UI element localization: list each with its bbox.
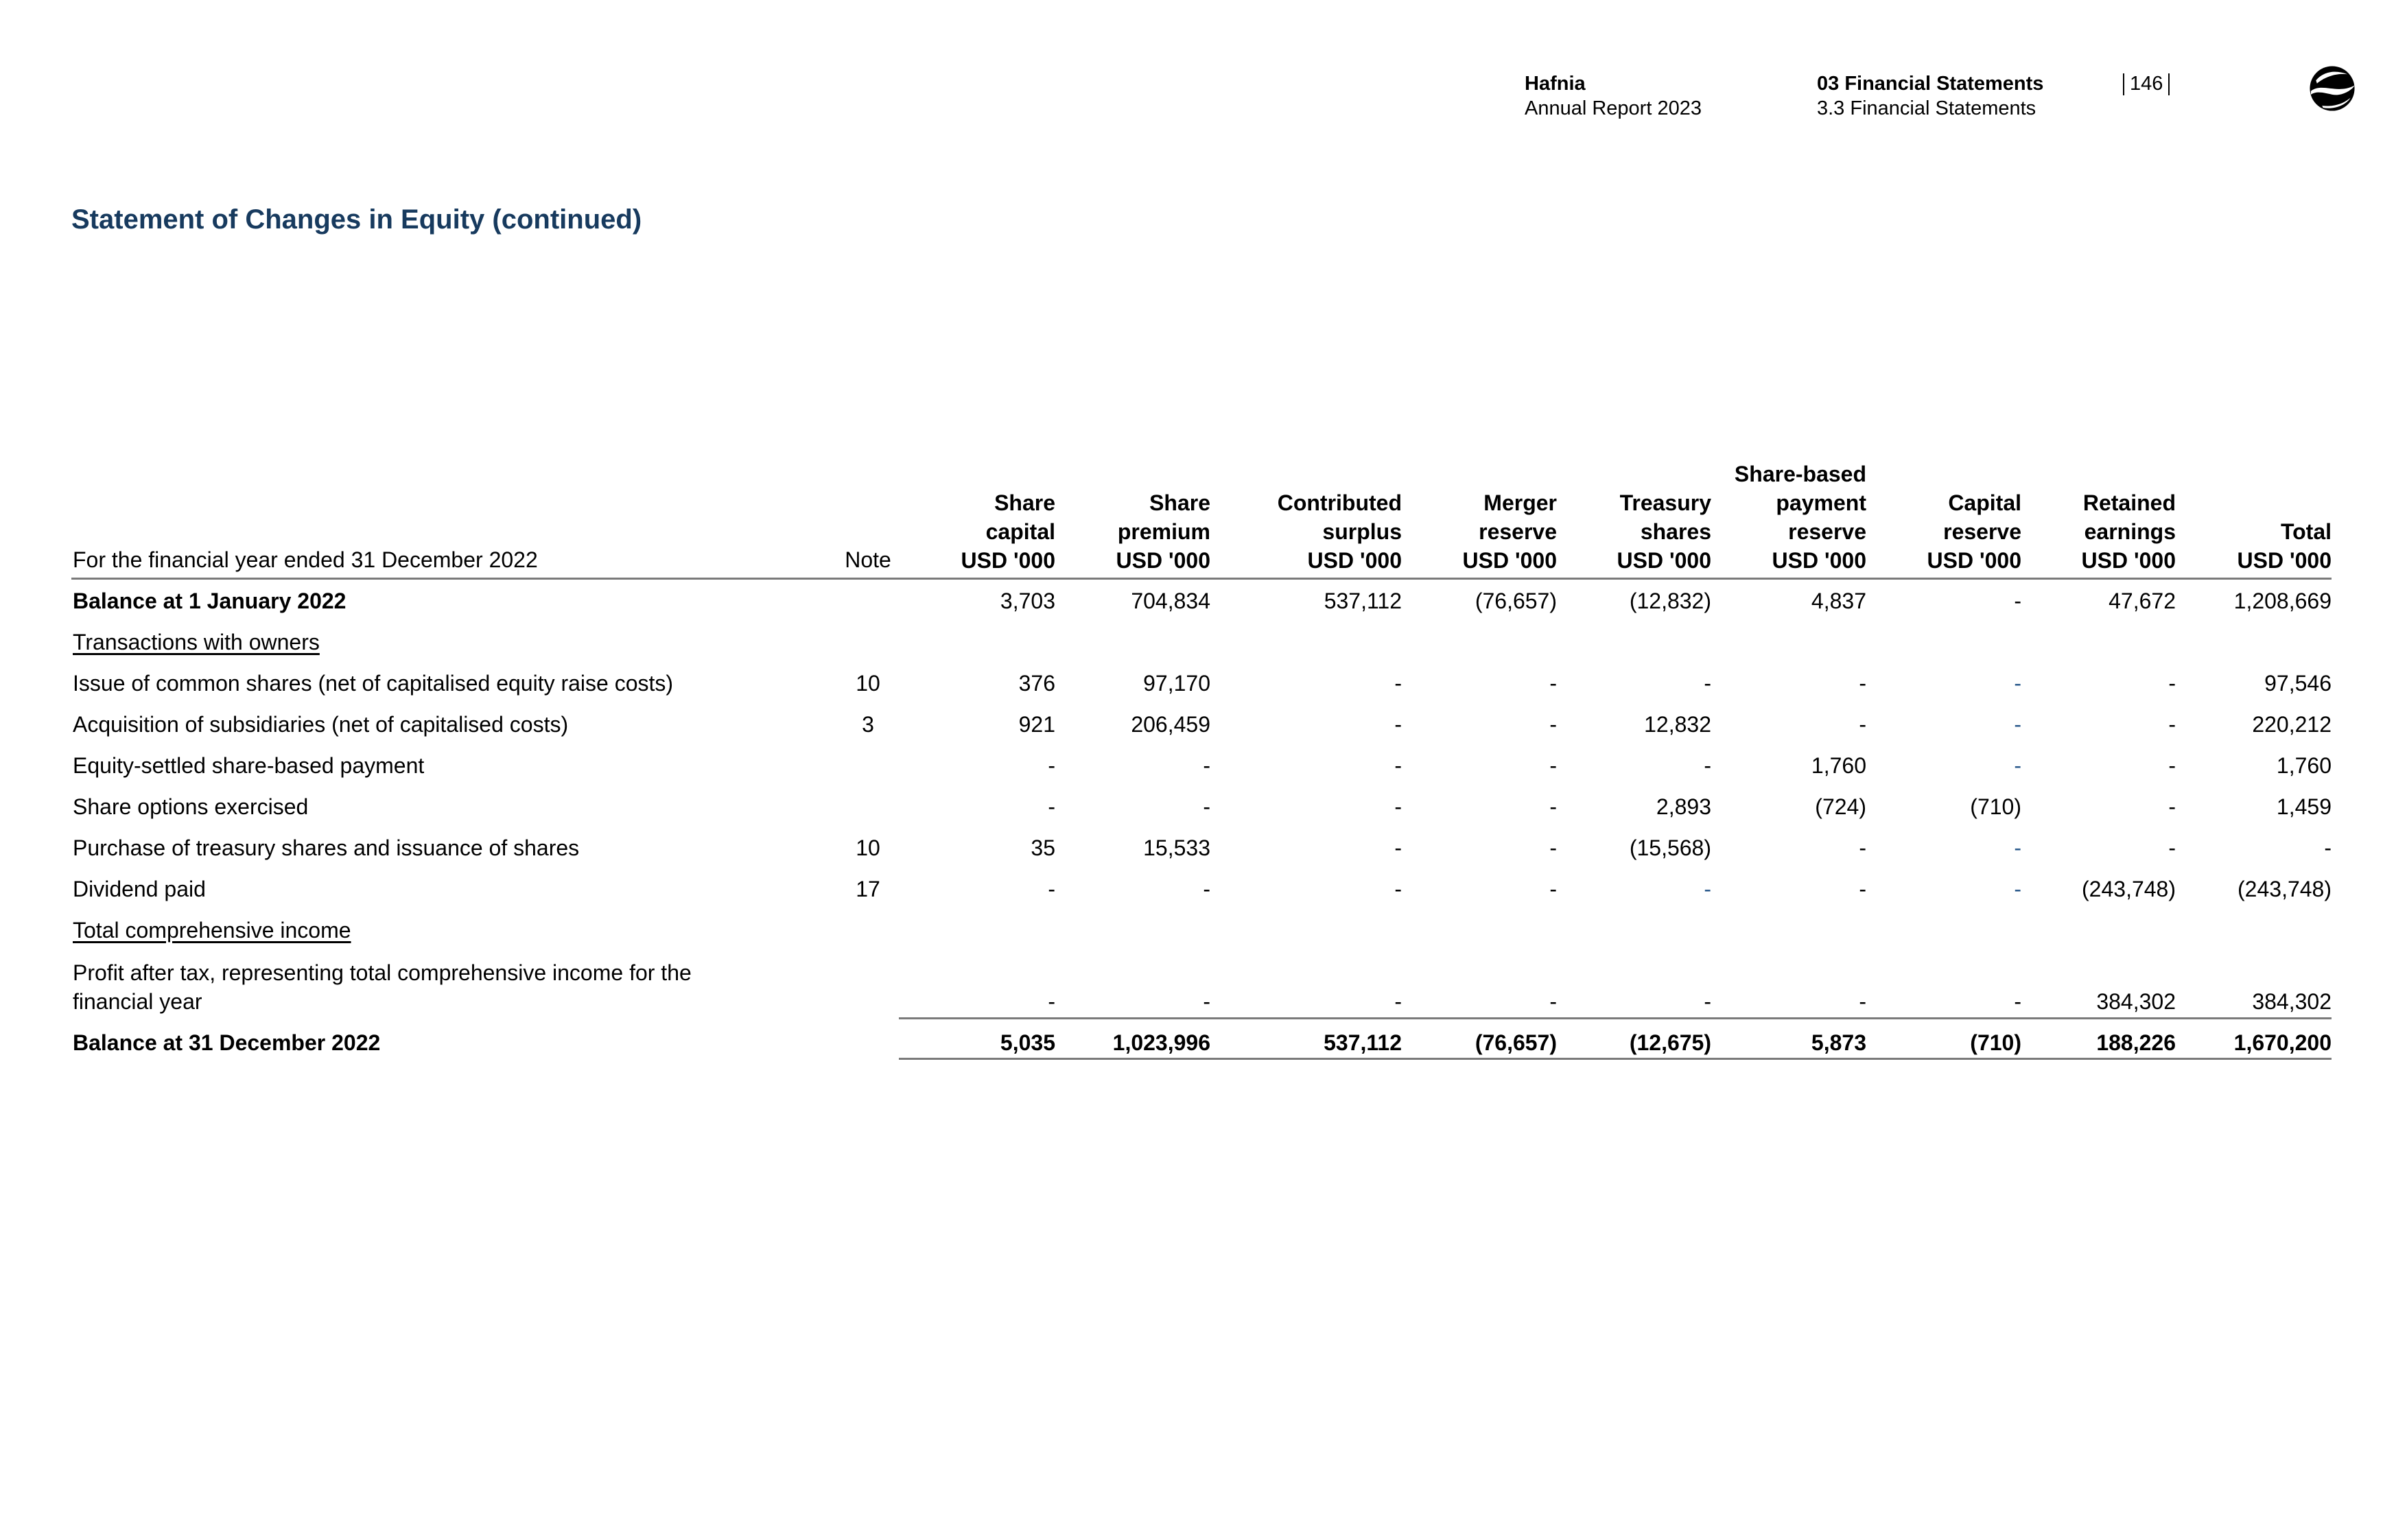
cell-contributed-surplus: - — [1394, 836, 1402, 860]
cell-treasury-shares: (15,568) — [1629, 836, 1711, 860]
cell-merger-reserve: - — [1549, 753, 1557, 778]
total-rule — [899, 1058, 2332, 1060]
cell-share-capital: - — [1048, 753, 1055, 778]
row-label: Share options exercised — [73, 794, 309, 819]
cell-treasury-shares: 2,893 — [1656, 794, 1711, 819]
cell-capital-reserve: - — [2014, 712, 2021, 737]
row-note: 10 — [856, 836, 880, 860]
cell-merger-reserve: - — [1549, 989, 1557, 1014]
cell-merger-reserve: (76,657) — [1475, 1030, 1557, 1055]
cell-total: (243,748) — [2238, 877, 2332, 901]
row-label: Balance at 1 January 2022 — [73, 589, 347, 613]
row-label-line2: financial year — [73, 989, 202, 1014]
cell-share-premium: 206,459 — [1131, 712, 1210, 737]
cell-treasury-shares: (12,832) — [1629, 589, 1711, 613]
cell-capital-reserve: - — [2014, 753, 2021, 778]
cell-treasury-shares: - — [1704, 753, 1711, 778]
row-note: 10 — [856, 671, 880, 696]
cell-share-premium: 1,023,996 — [1112, 1030, 1210, 1055]
cell-share-capital: - — [1048, 989, 1055, 1014]
row-label-line1: Profit after tax, representing total comprehensive income for the — [73, 960, 692, 985]
cell-retained-earnings: - — [2168, 836, 2176, 860]
cell-treasury-shares: (12,675) — [1629, 1030, 1711, 1055]
section-label-total-comprehensive-income: Total comprehensive income — [73, 918, 351, 943]
col-header-treasury-shares: Treasury shares USD '000 — [1617, 490, 1711, 573]
cell-share-capital: 376 — [1018, 671, 1055, 696]
cell-share-based-payment-reserve: - — [1859, 836, 1866, 860]
col-header-merger-reserve: Merger reserve USD '000 — [1462, 490, 1557, 573]
cell-capital-reserve: - — [2014, 877, 2021, 901]
cell-total: 97,546 — [2264, 671, 2332, 696]
cell-total: 1,208,669 — [2233, 589, 2332, 613]
cell-contributed-surplus: - — [1394, 989, 1402, 1014]
cell-share-based-payment-reserve: 5,873 — [1811, 1030, 1866, 1055]
cell-share-premium: - — [1203, 794, 1210, 819]
cell-share-based-payment-reserve: (724) — [1815, 794, 1866, 819]
subtotal-rule — [899, 1017, 2332, 1019]
cell-share-capital: 921 — [1018, 712, 1055, 737]
cell-contributed-surplus: - — [1394, 671, 1402, 696]
cell-share-based-payment-reserve: - — [1859, 712, 1866, 737]
row-note: 3 — [862, 712, 874, 737]
row-label: Equity-settled share-based payment — [73, 753, 425, 778]
cell-contributed-surplus: 537,112 — [1324, 589, 1402, 613]
col-header-share-based-payment-reserve: Share-based payment reserve USD '000 — [1734, 462, 1866, 573]
report-name: Annual Report 2023 — [1525, 97, 1702, 119]
cell-retained-earnings: - — [2168, 753, 2176, 778]
row-label: Dividend paid — [73, 877, 206, 901]
cell-retained-earnings: 384,302 — [2096, 989, 2176, 1014]
cell-merger-reserve: (76,657) — [1475, 589, 1557, 613]
cell-retained-earnings: - — [2168, 712, 2176, 737]
cell-contributed-surplus: - — [1394, 712, 1402, 737]
company-name: Hafnia — [1525, 73, 1586, 95]
cell-share-capital: 5,035 — [1000, 1030, 1055, 1055]
cell-total: 220,212 — [2252, 712, 2332, 737]
cell-merger-reserve: - — [1549, 712, 1557, 737]
cell-total: - — [2324, 836, 2332, 860]
cell-capital-reserve: - — [2014, 836, 2021, 860]
cell-retained-earnings: - — [2168, 794, 2176, 819]
cell-retained-earnings: - — [2168, 671, 2176, 696]
cell-share-premium: - — [1203, 877, 1210, 901]
cell-contributed-surplus: 537,112 — [1324, 1030, 1402, 1055]
cell-capital-reserve: (710) — [1970, 1030, 2021, 1055]
note-header: Note — [845, 547, 891, 572]
col-header-share-premium: Share premium USD '000 — [1116, 490, 1210, 573]
row-note: 17 — [856, 877, 880, 901]
period-label: For the financial year ended 31 December 2022 — [73, 547, 538, 572]
cell-treasury-shares: - — [1704, 989, 1711, 1014]
col-header-total: Total USD '000 — [2237, 519, 2332, 573]
col-header-retained-earnings: Retained earnings USD '000 — [2081, 490, 2176, 573]
row-label: Purchase of treasury shares and issuance of shares — [73, 836, 580, 860]
cell-merger-reserve: - — [1549, 794, 1557, 819]
cell-retained-earnings: 47,672 — [2109, 589, 2176, 613]
cell-share-premium: 704,834 — [1131, 589, 1210, 613]
cell-share-based-payment-reserve: - — [1859, 877, 1866, 901]
cell-contributed-surplus: - — [1394, 753, 1402, 778]
cell-share-capital: - — [1048, 877, 1055, 901]
cell-share-premium: - — [1203, 989, 1210, 1014]
cell-capital-reserve: - — [2014, 671, 2021, 696]
cell-total: 1,459 — [2276, 794, 2332, 819]
cell-treasury-shares: - — [1704, 877, 1711, 901]
cell-total: 384,302 — [2252, 989, 2332, 1014]
section-name: 03 Financial Statements — [1817, 73, 2044, 95]
col-header-capital-reserve: Capital reserve USD '000 — [1927, 490, 2021, 573]
cell-capital-reserve: - — [2014, 589, 2021, 613]
cell-share-based-payment-reserve: - — [1859, 989, 1866, 1014]
cell-share-based-payment-reserve: - — [1859, 671, 1866, 696]
cell-merger-reserve: - — [1549, 671, 1557, 696]
cell-share-based-payment-reserve: 1,760 — [1811, 753, 1866, 778]
cell-share-premium: - — [1203, 753, 1210, 778]
col-header-contributed-surplus: Contributed surplus USD '000 — [1277, 490, 1402, 573]
cell-total: 1,670,200 — [2233, 1030, 2332, 1055]
page-title: Statement of Changes in Equity (continued) — [71, 204, 642, 235]
cell-retained-earnings: 188,226 — [2096, 1030, 2176, 1055]
cell-treasury-shares: 12,832 — [1644, 712, 1711, 737]
cell-total: 1,760 — [2276, 753, 2332, 778]
cell-contributed-surplus: - — [1394, 877, 1402, 901]
cell-contributed-surplus: - — [1394, 794, 1402, 819]
header-rule — [71, 578, 2332, 580]
row-label: Balance at 31 December 2022 — [73, 1030, 381, 1055]
cell-share-premium: 15,533 — [1143, 836, 1210, 860]
col-header-share-capital: Share capital USD '000 — [961, 490, 1055, 573]
page-number-value: 146 — [2130, 73, 2163, 95]
cell-share-premium: 97,170 — [1143, 671, 1210, 696]
cell-retained-earnings: (243,748) — [2082, 877, 2176, 901]
cell-share-capital: 3,703 — [1000, 589, 1055, 613]
cell-share-based-payment-reserve: 4,837 — [1811, 589, 1866, 613]
section-label-transactions-with-owners: Transactions with owners — [73, 630, 320, 654]
cell-merger-reserve: - — [1549, 877, 1557, 901]
cell-capital-reserve: - — [2014, 989, 2021, 1014]
cell-merger-reserve: - — [1549, 836, 1557, 860]
cell-share-capital: 35 — [1031, 836, 1055, 860]
row-label: Acquisition of subsidiaries (net of capitalised costs) — [73, 712, 569, 737]
cell-treasury-shares: - — [1704, 671, 1711, 696]
cell-share-capital: - — [1048, 794, 1055, 819]
cell-capital-reserve: (710) — [1970, 794, 2021, 819]
subsection-name: 3.3 Financial Statements — [1817, 97, 2036, 119]
row-label: Issue of common shares (net of capitalised equity raise costs) — [73, 671, 674, 696]
